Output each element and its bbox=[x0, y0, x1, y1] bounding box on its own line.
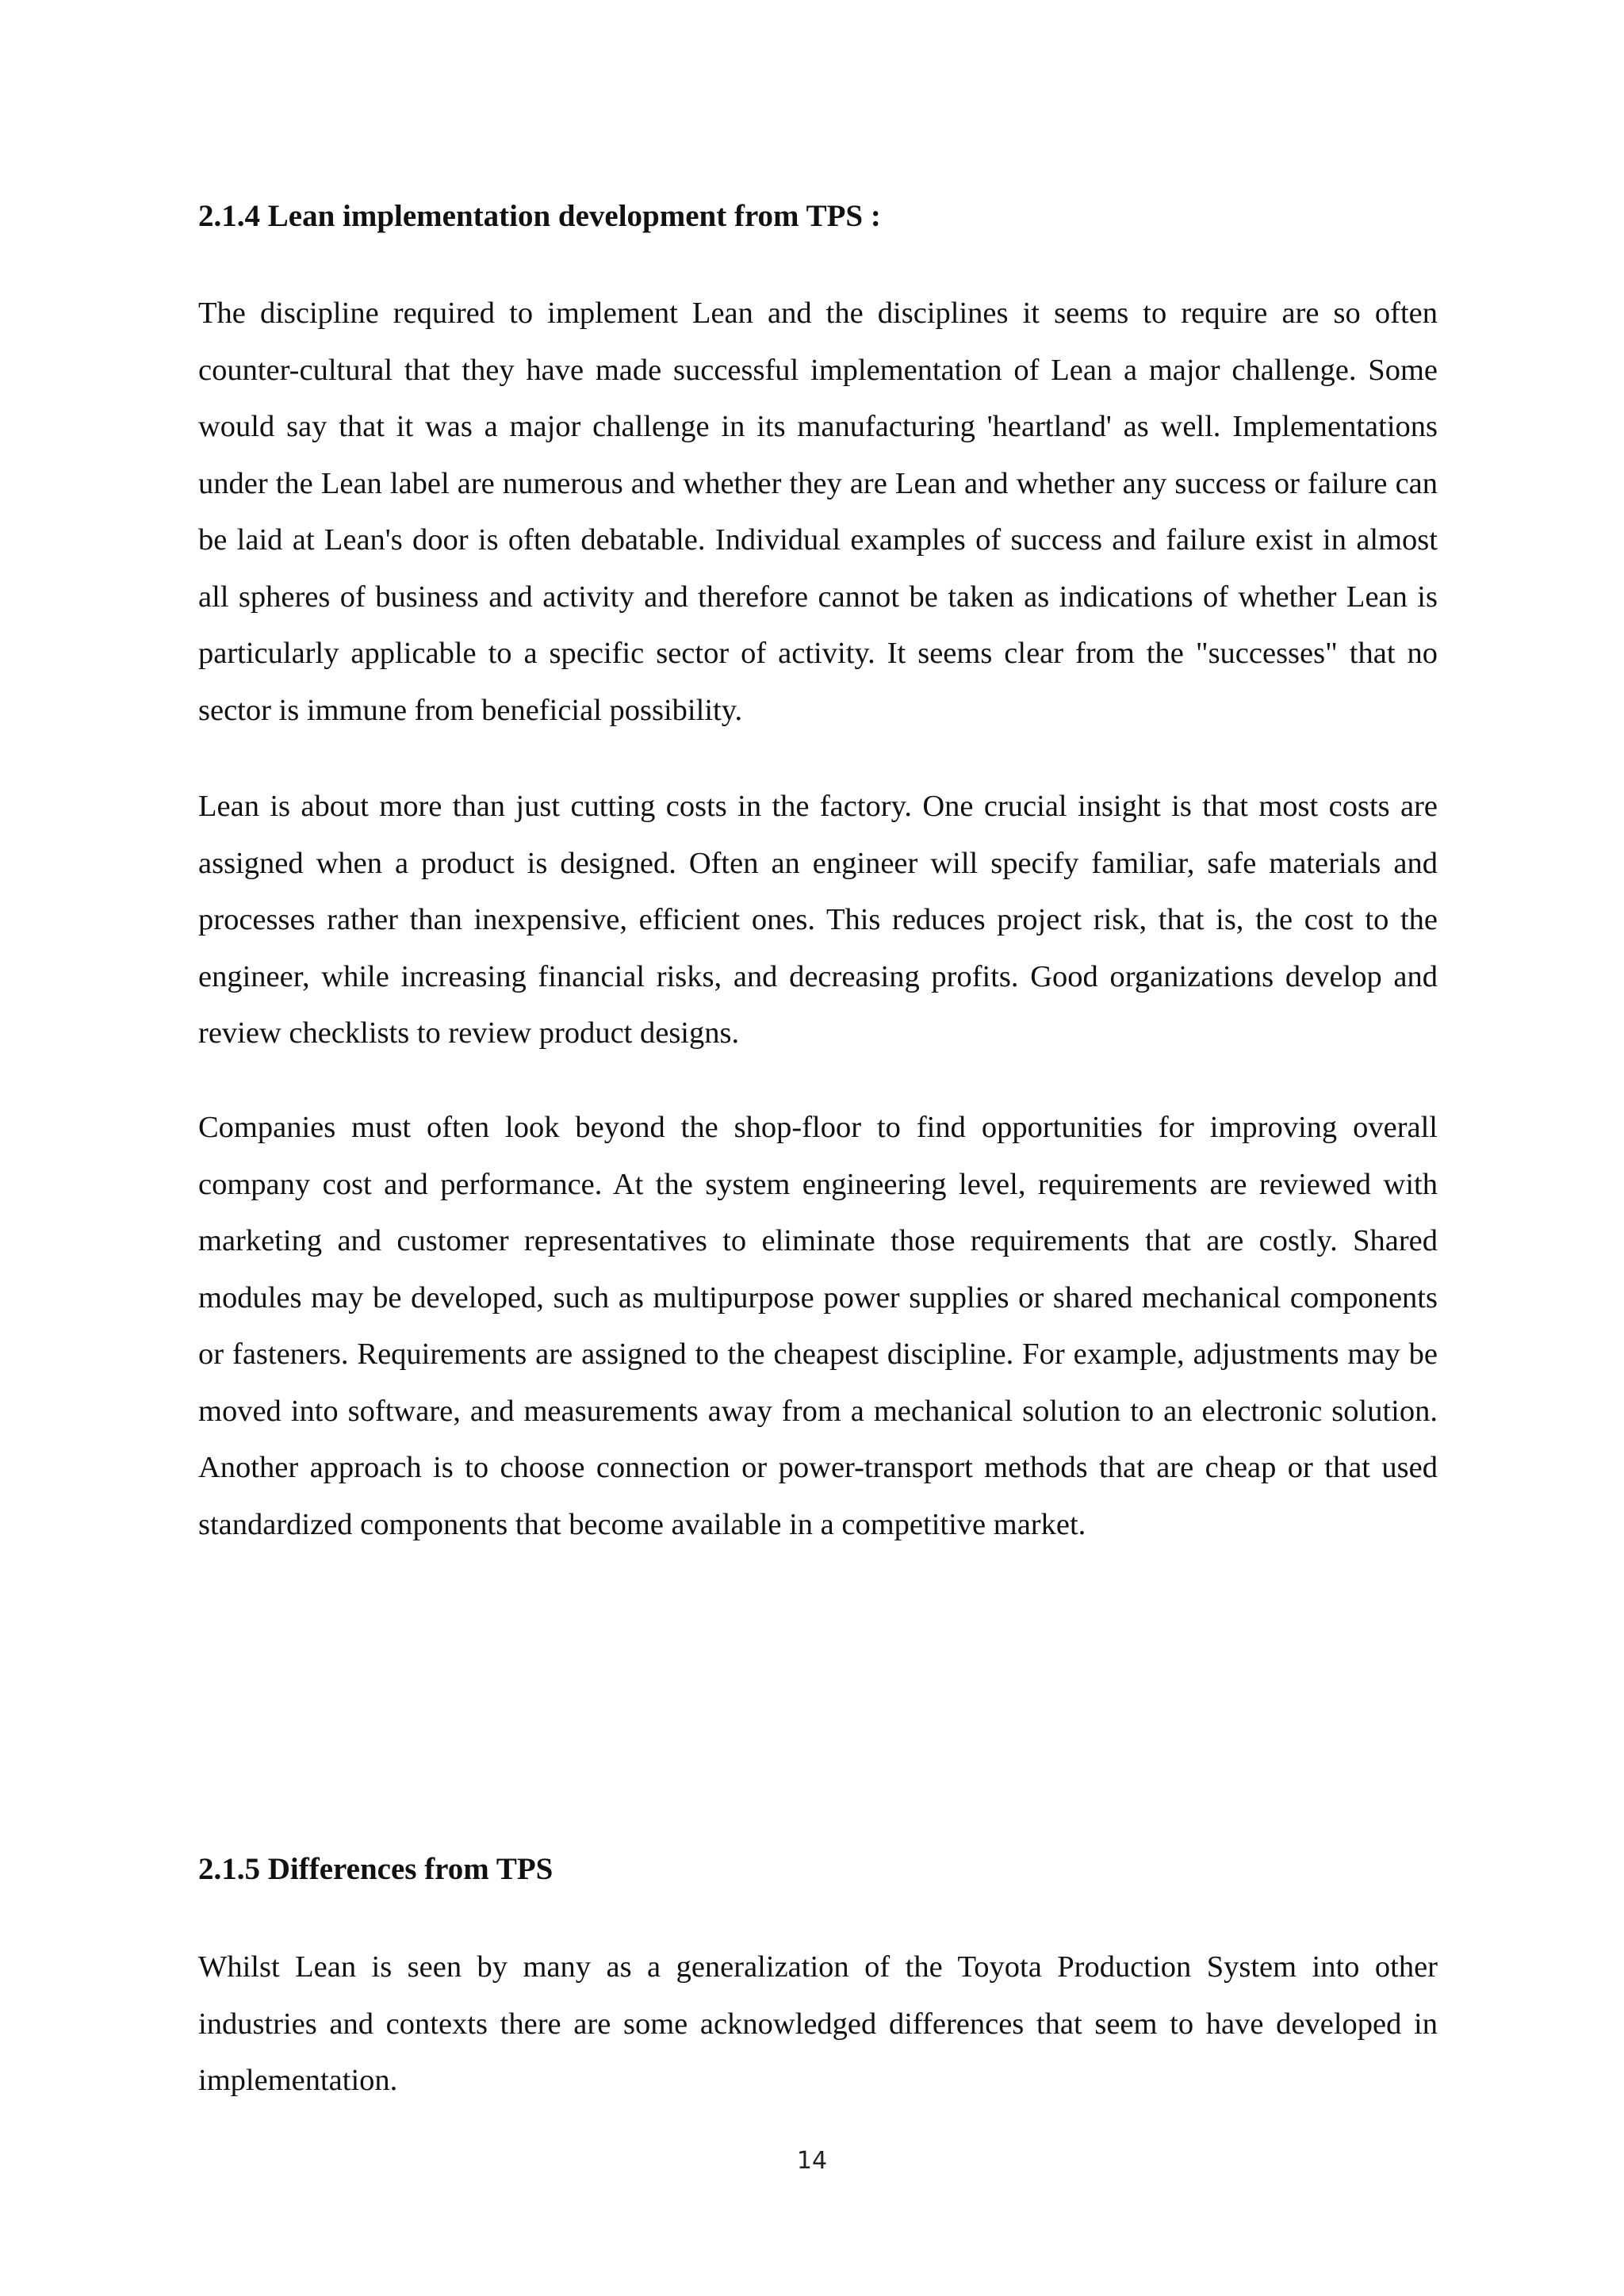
section-heading-2-1-4: 2.1.4 Lean implementation development from TPS : bbox=[198, 199, 881, 233]
paragraph-cost-design: Lean is about more than just cutting costs in the factory. One crucial insight is that most costs are assigned when a product is designed. Often an engineer will specify familiar, safe materials and processes rather than inexpensive, efficient ones. This reduces project risk, that is, the cost to the engineer, while increasing financial risks, and decreasing profits. Good organizations develop and review checklists to review product designs. bbox=[198, 790, 1438, 1050]
section-heading-2-1-5: 2.1.5 Differences from TPS bbox=[198, 1852, 553, 1886]
paragraph-lean-implementation: The discipline required to implement Lean and the disciplines it seems to require are so often counter-cultural that they have made successful implementation of Lean a major challenge. Some would say that it was a major challenge in its manufacturing 'heartland' as well. Implementations under the Lean label are numerous and whether they are Lean and whether any success or failure can be laid at Lean's door is often debatable. Individual examples of success and failure exist in almost all spheres of business and activity and therefore cannot be taken as indications of whether Lean is particularly applicable to a specific sector of activity. It seems clear from the "successes" that no sector is immune from beneficial possibility. bbox=[198, 297, 1438, 727]
page-number: 14 bbox=[796, 2147, 828, 2175]
paragraph-system-engineering: Companies must often look beyond the shop-floor to find opportunities for improving overall company cost and performance. At the system engineering level, requirements are reviewed with marketing and customer representatives to eliminate those requirements that are costly. Shared modules may be developed, such as multipurpose power supplies or shared mechanical components or fasteners. Requirements are assigned to the cheapest discipline. For example, adjustments may be moved into software, and measurements away from a mechanical solution to an electronic solution. Another approach is to choose connection or power-transport methods that are cheap or that used standardized components that become available in a competitive market. bbox=[198, 1111, 1438, 1541]
paragraph-differences-from-tps: Whilst Lean is seen by many as a generalization of the Toyota Production System into other industries and contexts there are some acknowledged differences that seem to have developed in implementation. bbox=[198, 1950, 1438, 2097]
